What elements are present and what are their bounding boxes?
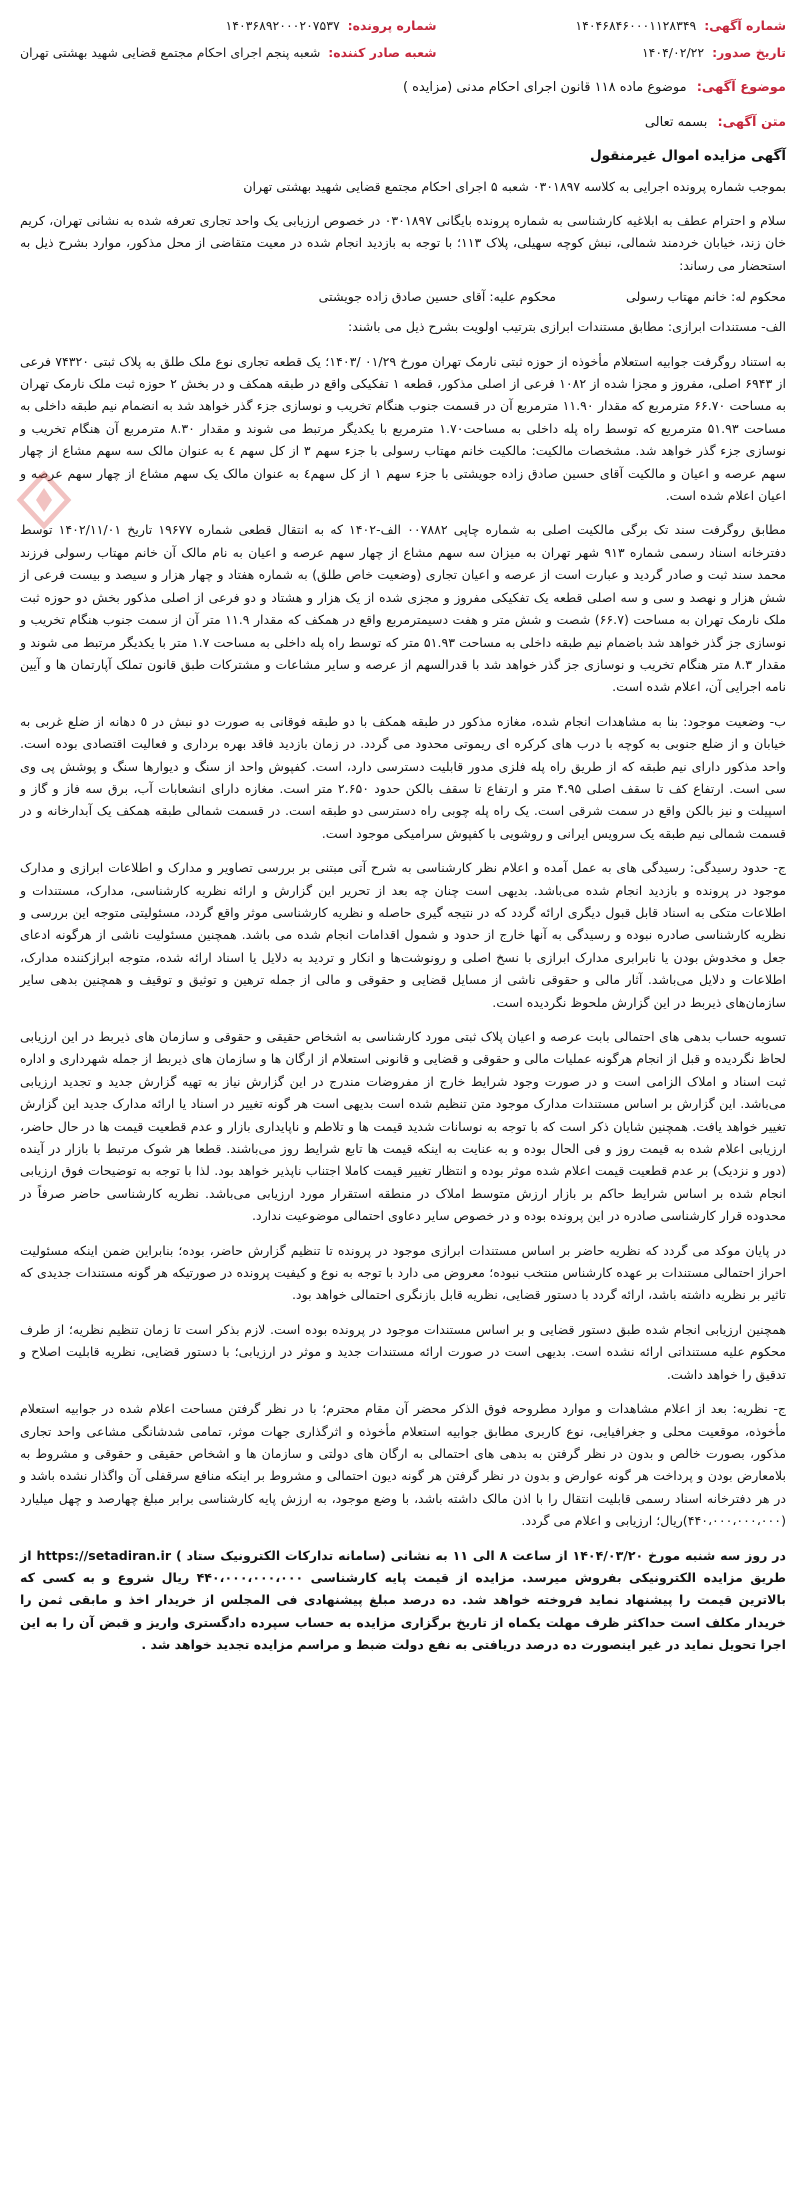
- issue-date-row: [467, 45, 787, 60]
- case-number-row: [20, 18, 437, 33]
- paragraph-d: تسویه حساب بدهی های احتمالی بابت عرصه و اعیان پلاک ثبتی مورد کارشناسی به اشخاص حقیقی و حقوقی و سازمان های ذیربط در این ارزیابی لحاظ نگردیده و قبل از انجام هرگونه عملیات مالی و حقوقی و قضایی و قانونی استعلام از ارگان ها و سازمان های ذیربط از جمله شهرداری و اداره ثبت اسناد و املاک الزامی است و در صورت وجود شرایط خارج از مفروضات مندرج در این گزارش نیاز به تهیه گزارش جدید و تجدید ارزیابی می‌باشد. این گزارش بر اساس مستندات مدارک موجود متن تنظیم شده است بدیهی است هر گونه تغییر در اسناد یا ارائه مدارک جدید این گزارش تغییر خواهد یافت. همچنین شایان ذکر است که با توجه به نوسانات شدید قیمت ها و تلاطم و ناپایداری بازار و عدم قطعیت قیمت ها در حال حاضر، ارزیابی اعلام شده به قیمت روز و فی الحال بوده و به عنایت به اینکه قیمت ها تابع شرایط روز می‌باشند. قطعا هر شوک مرتبط با بازار در آینده (دور و نزدیک) بر عدم قطعیت قیمت اعلام شده موثر بوده و انتظار تغییر قیمت کاملا اجتناب ناپذیر خواهد بود. لذا با توجه به توضیحات فوق ارزیابی انجام شده بر اساس شرایط حاکم بر بازار ارزش متوسط املاک در منطقه استقرار مورد ارزیابی می‌باشد. نظریه کارشناسی حاضر صرفاً در محدوده قرار کارشناسی صادره در این پرونده بوده و در خصوص سایر دعاوی احتمالی موضوعیت ندارد.: [20, 1029, 786, 1224]
- ad-number-row: [467, 18, 787, 33]
- ad-header: [20, 10, 786, 60]
- debtor-name: آقای حسین صادق زاده جویشتی: [318, 289, 486, 305]
- body-label-field: [20, 113, 786, 134]
- paragraph-e: در پایان موکد می گردد که نظریه حاضر بر اساس مستندات ابرازی موجود در پرونده تا تنظیم گزارش حاضر، بوده؛ بنابراین ضمن اینکه مسئولیت احراز احتمالی مستندات بر عهده کارشناس منتخب نبوده؛ معروض می دارد با توجه به نوع و کیفیت پرونده در صورتیکه هر گونه مستندات جدیدی که تاثیر بر نظریه داشته باشد، ارائه گردد با دستور قضایی، نظریه قابل بازنگری احتمالی خواهد بود.: [20, 1242, 786, 1303]
- intro-paragraph: بموجب شماره پرونده اجرایی به کلاسه ۰۳۰۱۸۹۷ شعبه ۵ اجرای احکام مجتمع قضایی شهید بهشتی تهران: [243, 178, 786, 194]
- body-label-value: بسمه تعالی: [644, 114, 708, 130]
- ad-number-label: شماره آگهی:: [704, 18, 786, 33]
- subject-value: موضوع ماده ۱۱۸ قانون اجرای احکام مدنی (مزایده ): [402, 80, 687, 95]
- branch-name: شعبه پنجم اجرای احکام مجتمع قضایی شهید بهشتی تهران: [20, 45, 321, 60]
- paragraph-f: همچنین ارزیابی انجام شده طبق دستور قضایی و بر اساس مستندات موجود در پرونده بوده است. لازم بذکر است تا زمان تنظیم نظریه؛ از طرف محکوم علیه مستنداتی ارائه نشده است. بدیهی است در صورت ارائه مستندات جدید و موثر در ارزیابی؛ با دستور قضایی، نظریه قابلیت اصلاح و تدقیق را خواهد داشت.: [20, 1321, 786, 1382]
- creditor: [626, 289, 786, 304]
- subject-field: [20, 78, 786, 99]
- creditor-label: محکوم له:: [731, 289, 786, 305]
- issue-date-label: تاریخ صدور:: [712, 45, 786, 60]
- debtor-label: محکوم علیه:: [489, 289, 556, 305]
- paragraph-a2: مطابق روگرفت سند تک برگی مالکیت اصلی به شماره چاپی ۰۰۷۸۸۲ الف-۱۴۰۲ که به انتقال قطعی شماره ۱۹۶۷۷ تاریخ ۱۴۰۲/۱۱/۰۱ توسط دفترخانه اسناد رسمی شماره ۹۱۳ شهر تهران به میزان سه سهم مشاع از چهار سهم عرصه و اعیان به نام مالک آن خانم مهتاب رسولی فرزند محمد سند ثبت و صادر گردید و عبارت است از عرصه و اعیان تجاری (وضعیت خاص طلق) به شماره هفتاد و چهار هزار و سیصد و بیست فرعی از شش هزار و نهصد و سی و سه اصلی قطعه یک تفکیکی مفروز و مجزی شده از یک هزار و هشتاد و دو فرعی از اصلی مذکور بخش دو حوزه ثبت ملک نارمک تهران به مساحت (۶۶.۷) شصت و شش متر و هفت دسیمترمربع واقع در همکف که مقدار ۱۱.۹ متر آن از سمت جنوب هنگام تخریب و نوسازی جز گذر خواهد شد باضمام نیم طبقه داخلی به مساحت ۵۱.۹۳ متر که توسط راه پله داخلی به مساحت ۱.۷ متر با یکدیگر مرتبط می شوند و مقدار ۸.۳ متر هنگام تخریب و نوسازی جز گذر خواهد شد با قدرالسهم از عرصه و سایر مشاعات و مشترکات طبق قانون تملک آپارتمان ها و آیین نامه اجرایی آن، اعلام شده است.: [20, 522, 787, 695]
- debtor: [319, 289, 556, 304]
- issue-date: ۱۴۰۴/۰۲/۲۲: [641, 45, 705, 60]
- branch-row: [20, 45, 437, 60]
- section-a-title: الف- مستندات ابرازی: مطابق مستندات ابرازی بترتیب اولویت بشرح ذیل می باشند:: [348, 319, 786, 335]
- branch-label: شعبه صادر کننده:: [328, 45, 437, 60]
- stamp-watermark-icon: [14, 470, 74, 530]
- parties-row: [20, 289, 786, 304]
- creditor-name: خانم مهتاب رسولی: [625, 289, 728, 305]
- paragraph-b: ب- وضعیت موجود: بنا به مشاهدات انجام شده، مغازه مذکور در طبقه همکف با دو طبقه فوقانی به صورت دو نبش در ٥ دهانه از ضلع غربی به خیابان و از ضلع جنوبی به کوچه با درب های کرکره ای ریموتی محدود می گردد. در زمان بازدید فاقد بهره برداری و فعالیت اقتصادی بوده است. واحد مذکور دارای نیم طبقه که از طریق راه پله فلزی مدور قابلیت دسترسی دارد، است. کفپوش واحد از سنگ و دیوارها سنگ و پوشش پی وی سی است. ارتفاع کف تا سقف اصلی ۴.۹۵ متر و ارتفاع تا سقف بالکن حدود ۲.۶۵۰ متر است. مغازه دارای انشعابات آب، برق سه فاز و گاز و اسپیلت و نیز بالکن واقع در سمت شرقی است. یک راه پله چوبی راه دسترسی دو طبقه است. در قسمت شمالی طبقه همکف یک آبدارخانه و در قسمت شمالی نیم طبقه یک سرویس ایرانی و روشویی با کفپوش سرامیکی موجود است.: [20, 713, 786, 841]
- paragraph-a1: به استناد روگرفت جوابیه استعلام مأخوذه از حوزه ثبتی نارمک تهران مورخ ۰۱/۲۹ /۱۴۰۳؛ یک قطعه تجاری نوع ملک طلق به پلاک ثبتی ۷۴۳۲۰ فرعی از ۶۹۴۳ اصلی، مفروز و مجزا شده از ۱۰۸۲ فرعی از اصلی مذکور، قطعه ۱ تفکیکی واقع در طبقه همکف و در بخش ۲ حوزه ثبت ملک نارمک تهران به مساحت ۶۶.۷۰ مترمربع که مقدار ۱۱.۹۰ مترمربع آن در قسمت جنوب هنگام تخریب و نوسازی جزء گذر خواهد شد به انضمام نیم طبقه داخلی به مساحت ۵۱.۹۳ مترمربع که توسط راه پله داخلی به مساحت۱.۷۰ مترمربع با یکدیگر مرتبط می شوند و مقدار ۸.۳۰ مترمربع آن هنگام تخریب و نوسازی جزء گذر خواهد شد. مشخصات مالکیت: مالکیت خانم مهتاب رسولی با جزء سهم ۳ از کل سهم ٤ به عنوان مالک سه سهم مشاع از چهار سهم عرصه و اعیان و مالکیت آقای حسین صادق زاده جویشتی با جزء سهم ۱ از کل سهم٤ به عنوان مالک یک سهم مشاع از چهار سهم عرصه و اعیان اعلام شده است.: [20, 353, 787, 504]
- paragraph-c: ج- حدود رسیدگی: رسیدگی های به عمل آمده و اعلام نظر کارشناسی به شرح آتی مبتنی بر بررسی تصاویر و مدارک و اطلاعات ابرازی و مدارک موجود در پرونده و بازدید انجام شده می‌باشد. بدیهی است چنان چه بعد از تحریر این گزارش و ارائه نظریه کارشناسی، مدارک، مستندات و اطلاعات متکی به اسناد قابل قبول دیگری ارائه گردد که در نتیجه گیری حاصله و نظریه کارشناسی موثر واقع گردد، مسئولیتی متوجه این بررسی و نظریه کارشناسی صادره نبوده و رسیدگی به آنها خارج از حدود و شمول اقدامات انجام شده می باشد. همچنین مسئولیت ناشی از هرگونه ادعای جعل و مخدوش بودن یا نابرابری مدارک ابرازی با نسخ اصلی و رونوشت‌ها و انکار و تردید به دلایل یا اسناد ارائه شده، متوجه ابرازکننده مدارک، اطلاعات و دلایل می‌باشد. آثار مالی و حقوقی ناشی از مسایل قضایی و حقوقی و مالی از جمله ترهین و توثیق و توقیف و همچنین بدهی سایر سازمان‌های ذیربط در این گزارش ملحوظ نگردیده است.: [20, 860, 786, 1010]
- case-number-label: شماره پرونده:: [347, 18, 437, 33]
- case-number: ۱۴۰۳۶۸۹۲۰۰۰۲۰۷۵۳۷: [225, 18, 340, 33]
- paragraph-g: ج- نظریه: بعد از اعلام مشاهدات و موارد مطروحه فوق الذکر محضر آن مقام محترم؛ با در نظر گرفتن مساحت اعلام شده در جوابیه استعلام مأخوذه، موقعیت محلی و جغرافیایی، نوع کاربری مطابق جوابیه استعلام مأخوذه و اثرگذاری جهات موثر، تمامی شدشانگی مشاعی واحد تجاری مذکور، بصورت خالص و بدون در نظر گرفتن به بدهی های احتمالی به ارگان های دولتی و سازمان ها و اشخاص حقیقی و حقوقی و مشروط به بلامعارض بودن و پرداخت هر گونه عوارض و بدون در نظر گرفتن هر گونه دیون احتمالی و مشروط بر اینکه منافع سرقفلی آن واگذار نشده باشد و در هر دفترخانه اسناد رسمی قابلیت انتقال را با اذن مالک داشته باشد، با وضع موجود، به ارزش پایه کارشناسی برابر مبلغ چهارصد و چهل میلیارد (۴۴۰،۰۰۰،۰۰۰،۰۰۰)ریال؛ ارزیابی و اعلام می گردد.: [20, 1401, 786, 1529]
- paragraph-auction: در روز سه شنبه مورخ ۱۴۰۴/۰۳/۲۰ از ساعت ۸ الی ۱۱ به نشانی (سامانه تدارکات الکترونیک ستاد ) https://setadiran.ir از طریق مزایده الکترونیکی بفروش میرسد. مزایده از قیمت پایه کارشناسی ۴۴۰،۰۰۰،۰۰۰،۰۰۰ ریال شروع و به کسی که بالاترین قیمت را پیشنهاد نماید فروخته خواهد شد. ده درصد مبلغ پیشنهادی فی المجلس از خریدار اخذ و مابقی ثمن را خریدار مکلف است حداکثر ظرف مهلت یکماه از تاریخ برگزاری مزایده به حساب سپرده دادگستری واریز و قبض آن را به این اجرا تحویل نماید در غیر اینصورت ده درصد دریافتی به نفع دولت ضبط و مراسم مزایده تجدید خواهد شد .: [20, 1547, 787, 1653]
- salutation-paragraph: سلام و احترام عطف به ابلاغیه کارشناسی به شماره پرونده بایگانی ۰۳۰۱۸۹۷ در خصوص ارزیابی یک واحد تجاری تعرفه شده به نشانی تهران، کریم خان زند، خیابان خردمند شمالی، نبش کوچه سهیلی، پلاک ۱۱۳؛ با توجه به بازدید انجام شده در معیت متقاضی از محل مذکور، موارد بشرح ذیل به استحضار می رساند:: [20, 213, 786, 273]
- body-label: متن آگهی:: [717, 114, 786, 130]
- ad-number: ۱۴۰۴۶۸۴۶۰۰۰۱۱۲۸۳۴۹: [575, 18, 697, 33]
- ad-title: آگهی مزایده اموال غیرمنقول: [589, 147, 786, 164]
- subject-label: موضوع آگهی:: [696, 80, 786, 95]
